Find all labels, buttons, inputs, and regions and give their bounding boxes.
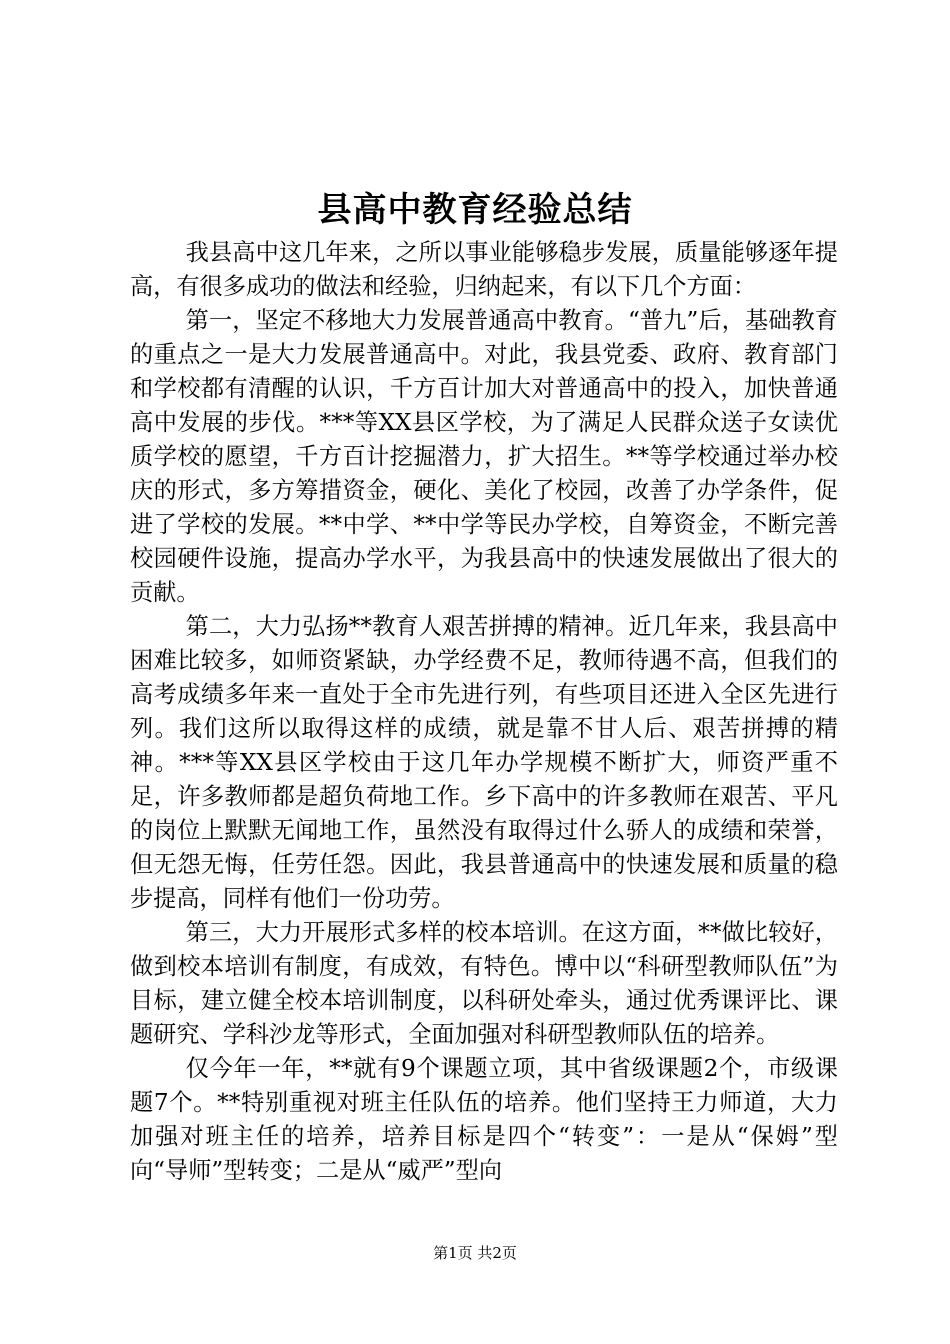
paragraph-third: 第三，大力开展形式多样的校本培训。在这方面，**做比较好，做到校本培训有制度，有成效，有特色。博中以“科研型教师队伍”为目标，建立健全校本培训制度，以科研处牵头，通过优秀课评比、课题研究、学科沙龙等形式，全面加强对科研型教师队伍的培养。 xyxy=(130,919,838,1048)
paragraph-first: 第一，坚定不移地大力发展普通高中教育。“普九”后，基础教育的重点之一是大力发展普通高中。对此，我县党委、政府、教育部门和学校都有清醒的认识，千方百计加大对普通高中的投入，加快普通高中发展的步伐。***等XX县区学校，为了满足人民群众送子女读优质学校的愿望，千方百计挖掘潜力，扩大招生。**等学校通过举办校庆的形式，多方筹措资金，硬化、美化了校园，改善了办学条件，促进了学校的发展。**中学、**中学等民办学校，自筹资金，不断完善校园硬件设施，提高办学水平，为我县高中的快速发展做出了很大的贡献。 xyxy=(130,307,838,606)
paragraph-second: 第二，大力弘扬**教育人艰苦拼搏的精神。近几年来，我县高中困难比较多，如师资紧缺，办学经费不足，教师待遇不高，但我们的高考成绩多年来一直处于全市先进行列，有些项目还进入全区先进行列。我们这所以取得这样的成绩，就是靠不甘人后、艰苦拼搏的精神。***等XX县区学校由于这几年办学规模不断扩大，师资严重不足，许多教师都是超负荷地工作。乡下高中的许多教师在艰苦、平凡的岗位上默默无闻地工作，虽然没有取得过什么骄人的成绩和荣誉，但无怨无悔，任劳任怨。因此，我县普通高中的快速发展和质量的稳步提高，同样有他们一份功劳。 xyxy=(130,613,838,912)
paragraph-fourth: 仅今年一年，**就有9个课题立项，其中省级课题2个，市级课题7个。**特别重视对班主任队伍的培养。他们坚持王力师道，大力加强对班主任的培养，培养目标是四个“转变”：一是从“保姆”型向“导师”型转变；二是从“威严”型向 xyxy=(130,1055,838,1184)
document-title: 县高中教育经验总结 xyxy=(317,190,633,230)
paragraph-intro: 我县高中这几年来，之所以事业能够稳步发展，质量能够逐年提高，有很多成功的做法和经验，归纳起来，有以下几个方面： xyxy=(130,239,838,300)
document-body xyxy=(130,236,838,1188)
page-number-footer: 第1页 共2页 xyxy=(433,1244,517,1262)
